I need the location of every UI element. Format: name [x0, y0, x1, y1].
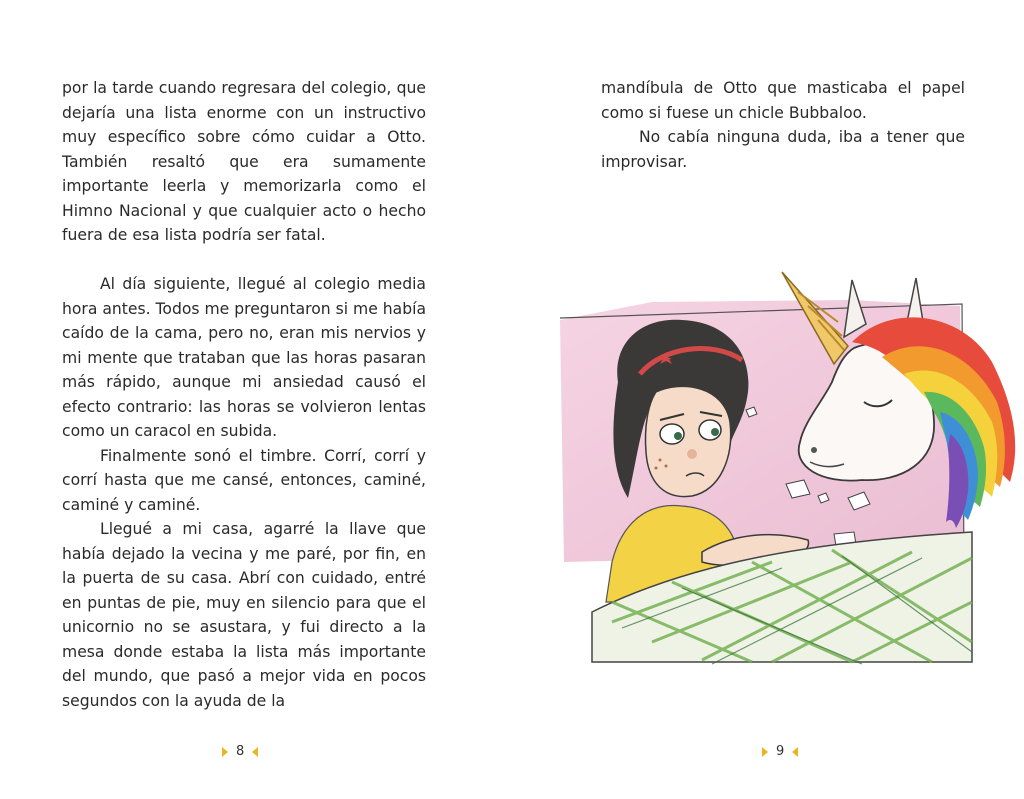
- right-page: [512, 0, 1024, 799]
- paragraph: Llegué a mi casa, agarré la llave que había dejado la vecina y me paré, por fin, en la puerta de su casa. Abrí con cuidado, entré en puntas de pie, muy en silencio para que el unicornio no se asustara, y fui directo a la mesa donde estaba la lista más importante del mundo, que pasó a mejor vida en pocos segundos con la ayuda de la: [62, 520, 426, 710]
- page-number-right: [762, 744, 798, 759]
- paragraph: Al día siguiente, llegué al colegio media hora antes. Todos me preguntaron si me había caído de la cama, pero no, eran mis nervios y mi mente que trataban que las horas pasaran más rápido, aunque mi ansiedad causó el efecto contrario: las horas se volvieron lentas como un caracol en subida.: [62, 275, 426, 440]
- page-number-text: 9: [776, 744, 785, 759]
- paragraph: por la tarde cuando regresara del colegio, que dejaría una lista enorme con un instructivo muy específico sobre cómo cuidar a Otto. También resaltó que era sumamente importante leerla y memorizarla como el Himno Nacional y que cualquier acto o hecho fuera de esa lista podría ser fatal.: [62, 79, 426, 244]
- right-page-text: [601, 76, 965, 174]
- triangle-left-icon: [252, 747, 258, 757]
- girl-and-unicorn-illustration: [552, 262, 1024, 682]
- left-page-text: [62, 76, 426, 713]
- triangle-right-icon: [222, 747, 228, 757]
- triangle-right-icon: [762, 747, 768, 757]
- triangle-left-icon: [792, 747, 798, 757]
- page-number-text: 8: [236, 744, 245, 759]
- page-number-left: [222, 744, 258, 759]
- paragraph: mandíbula de Otto que masticaba el papel como si fuese un chicle Bubbaloo.: [601, 79, 965, 122]
- paragraph: Finalmente sonó el timbre. Corrí, corrí y corrí hasta que me cansé, entonces, caminé, caminé y caminé.: [62, 446, 426, 514]
- paragraph: No cabía ninguna duda, iba a tener que improvisar.: [601, 128, 965, 171]
